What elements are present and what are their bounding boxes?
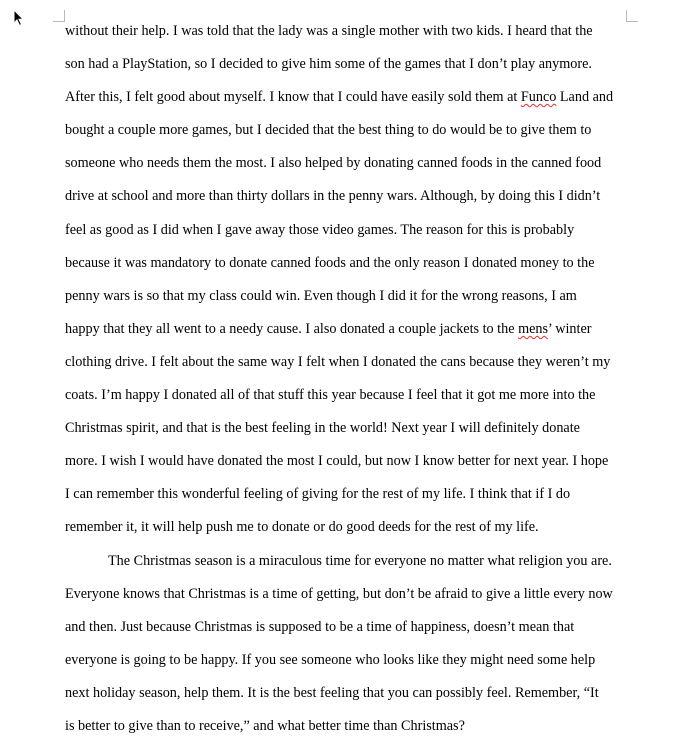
text-line: because it was mandatory to donate canned foods and the only reason I donated money to the — [65, 254, 595, 271]
text-run: ’ winter — [548, 320, 592, 337]
document-body[interactable] — [65, 21, 635, 749]
text-line: without their help. I was told that the lady was a single mother with two kids. I heard that the — [65, 23, 593, 39]
text-line: bought a couple more games, but I decided that the best thing to do would be to give them to — [65, 122, 592, 139]
text-line — [65, 319, 635, 352]
text-line: Christmas spirit, and that is the best feeling in the world! Next year I will definitely donate — [65, 420, 580, 437]
text-line: penny wars is so that my class could win. Even though I did it for the wrong reasons, I am — [65, 287, 577, 304]
misspelled-word[interactable]: Funco — [520, 89, 557, 106]
text-line: and then. Just because Christmas is supposed to be a time of happiness, doesn’t mean that — [65, 618, 575, 635]
text-line: everyone is going to be happy. If you see someone who looks like they might need some help — [65, 651, 596, 668]
text-line: I can remember this wonderful feeling of giving for the rest of my life. I think that if I do — [65, 486, 571, 503]
mouse-pointer-icon — [13, 9, 25, 27]
misspelled-word[interactable]: mens — [518, 320, 549, 337]
text-line: Everyone knows that Christmas is a time of getting, but don’t be afraid to give a little every now — [65, 585, 613, 602]
text-line: clothing drive. I felt about the same way I felt when I donated the cans because they weren’t my — [65, 353, 611, 370]
text-line: feel as good as I did when I gave away those video games. The reason for this is probably — [65, 221, 575, 238]
text-line: coats. I’m happy I donated all of that stuff this year because I feel that it got me more into the — [65, 387, 596, 404]
text-run: happy that they all went to a needy cause. I also donated a couple jackets to the — [65, 320, 519, 337]
text-boundary-top-left-icon — [53, 10, 65, 22]
text-run: After this, I felt good about myself. I know that I could have easily sold them at — [65, 89, 521, 106]
text-line: next holiday season, help them. It is the best feeling that you can possibly feel. Remember, “It — [65, 684, 599, 701]
paragraph-first-line: The Christmas season is a miraculous time for everyone no matter what religion you are. — [108, 552, 612, 569]
text-line — [65, 87, 635, 120]
text-line: drive at school and more than thirty dollars in the penny wars. Although, by doing this I didn’t — [65, 188, 601, 205]
text-run: Land and — [556, 89, 614, 106]
text-line: more. I wish I would have donated the most I could, but now I know better for next year. I hope — [65, 453, 609, 470]
text-line: is better to give than to receive,” and what better time than Christmas? — [65, 717, 465, 734]
text-line: remember it, it will help push me to donate or do good deeds for the rest of my life. — [65, 519, 539, 536]
text-line: son had a PlayStation, so I decided to give him some of the games that I don’t play anymore. — [65, 56, 592, 73]
text-line: someone who needs them the most. I also helped by donating canned foods in the canned food — [65, 155, 602, 172]
